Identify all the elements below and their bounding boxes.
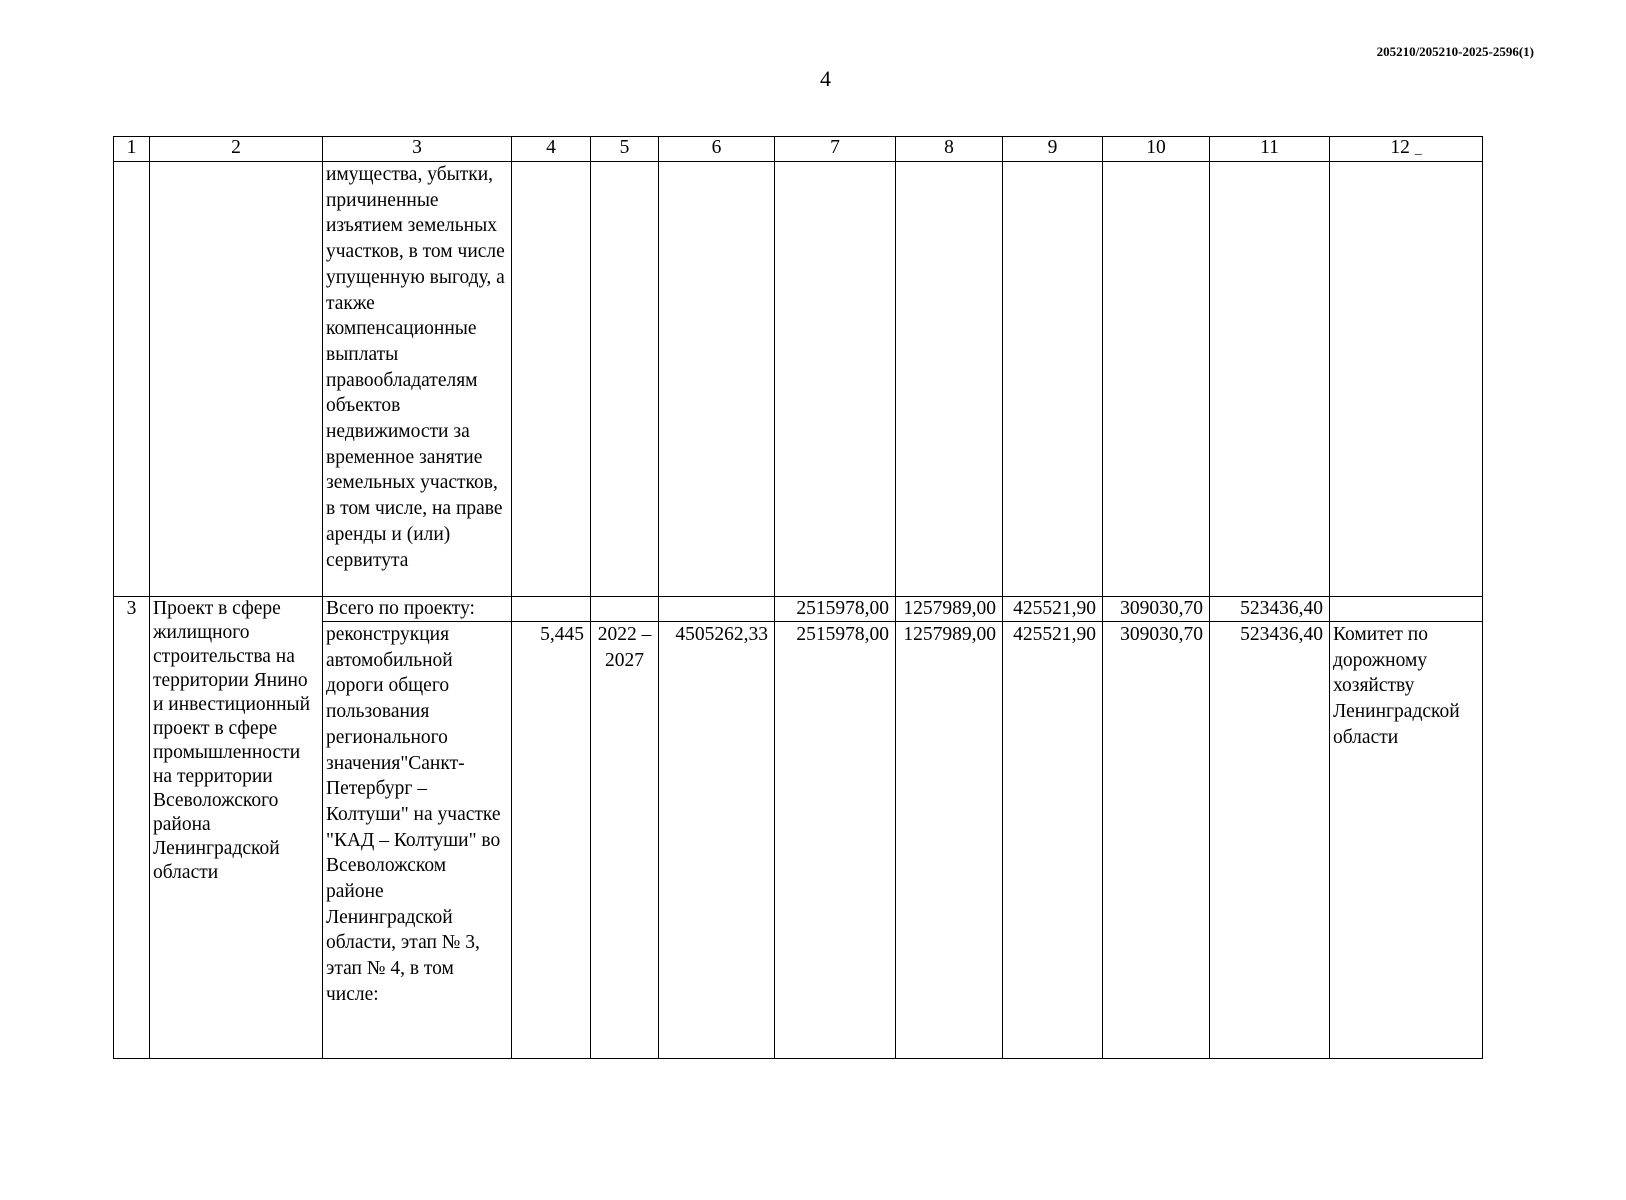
column-header: 4 — [512, 137, 591, 162]
sub-col8: 1257989,00 — [896, 622, 1003, 1059]
sub-col6: 4505262,33 — [659, 622, 775, 1059]
table-cell — [1330, 597, 1483, 622]
table-cell — [896, 162, 1003, 597]
column-header: 8 — [896, 137, 1003, 162]
total-label: Всего по проекту: — [323, 597, 512, 622]
column-header: 9 — [1003, 137, 1103, 162]
table-cell — [512, 597, 591, 622]
table-row-continuation — [114, 162, 1483, 597]
table-cell — [659, 597, 775, 622]
page-number: 4 — [820, 66, 831, 91]
sub-col9: 425521,90 — [1003, 622, 1103, 1059]
continuation-text: имущества, убытки, причиненные изъятием земельных участков, в том числе упущенную выгоду, а также компенсационные выплаты правообладателям объектов недвижимости за временное занятие земельных участков, в том числе, на праве аренды и (или) сервитута — [323, 162, 512, 597]
table-cell — [591, 597, 659, 622]
table-cell — [775, 162, 896, 597]
total-col8: 1257989,00 — [896, 597, 1003, 622]
table-cell — [114, 162, 150, 597]
table-cell — [1003, 162, 1103, 597]
column-header: 11 — [1210, 137, 1330, 162]
total-col11: 523436,40 — [1210, 597, 1330, 622]
table-cell — [1210, 162, 1330, 597]
column-header-label: 12 — [1390, 137, 1410, 158]
project-name: Проект в сфере жилищного строительства на территории Янино и инвестиционный проект в сфере промышленности на территории Всеволожского района Ленинградской области — [150, 597, 323, 1059]
table-row-project-total — [114, 597, 1483, 622]
header-marker: _ — [1414, 142, 1422, 157]
column-header: 6 — [659, 137, 775, 162]
table-cell — [591, 162, 659, 597]
column-header: 7 — [775, 137, 896, 162]
row-number: 3 — [114, 597, 150, 1059]
total-col7: 2515978,00 — [775, 597, 896, 622]
total-col9: 425521,90 — [1003, 597, 1103, 622]
column-number-row — [114, 137, 1483, 162]
document-id: 205210/205210-2025-2596(1) — [1376, 44, 1534, 59]
column-header-12 — [1330, 137, 1483, 162]
table-cell — [1330, 162, 1483, 597]
sub-description: реконструкция автомобильной дороги общего пользования регионального значения"Санкт-Петербург – Колтуши" на участке "КАД – Колтуши" во Всеволожском районе Ленинградской области, этап № 3, этап № 4, в том числе: — [323, 622, 512, 1059]
column-header: 1 — [114, 137, 150, 162]
column-header: 2 — [150, 137, 323, 162]
table-cell — [659, 162, 775, 597]
sub-col5-period: 2022 – 2027 — [591, 622, 659, 1059]
table-cell — [512, 162, 591, 597]
column-header: 5 — [591, 137, 659, 162]
sub-col4: 5,445 — [512, 622, 591, 1059]
data-table — [113, 136, 1483, 1059]
table-cell — [150, 162, 323, 597]
total-col10: 309030,70 — [1103, 597, 1210, 622]
column-header: 10 — [1103, 137, 1210, 162]
table-cell — [1103, 162, 1210, 597]
sub-col10: 309030,70 — [1103, 622, 1210, 1059]
sub-col11: 523436,40 — [1210, 622, 1330, 1059]
sub-col7: 2515978,00 — [775, 622, 896, 1059]
responsible-body: Комитет по дорожному хозяйству Ленинградской области — [1330, 622, 1483, 1059]
column-header: 3 — [323, 137, 512, 162]
